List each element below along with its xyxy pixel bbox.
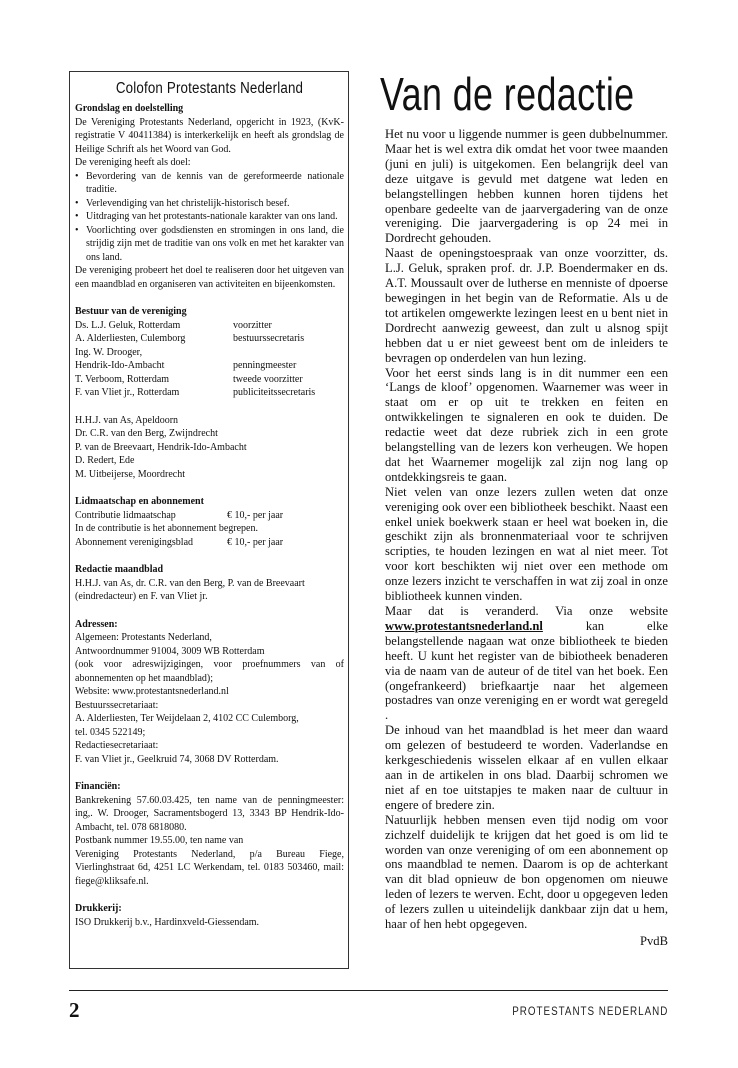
grondslag-doel-intro: De vereniging heeft als doel:: [75, 157, 191, 168]
bullet-icon: •: [75, 197, 79, 209]
colofon-title: Colofon Protestants Nederland: [115, 80, 304, 97]
doel-list: [75, 170, 344, 265]
bestuur-heading: Bestuur van de vereniging: [75, 306, 187, 317]
bestuur-row: Ds. L.J. Geluk, Rotterdam voorzitter: [75, 319, 272, 331]
bullet-icon: •: [75, 211, 79, 222]
magazine-name: PROTESTANTS NEDERLAND: [511, 1004, 668, 1018]
article-title: Van de redactie: [380, 68, 635, 120]
article-body: [385, 127, 668, 949]
doel-item: • Voorlichting over godsdiensten en stromingen in ons land, die strijdig zijn met de traditie van ons volk en met het karakter van ons land.: [75, 224, 344, 263]
bestuur-others: [75, 414, 344, 482]
financien-heading: Financiën:: [75, 781, 121, 792]
article-paragraph: Voor het eerst sinds lang is in dit nummer een een ‘Langs de kloof’ opgenomen. Waarnemer was weer in staat om er op uit te trekken en feiten en ontwikkelingen te signaleren en ook te duiden. De redactie weet dat deze rubriek zich in een grote belangstelling van de lezers kon verheugen. We hopen dat het Waarnemer mogelijk zal zijn nog lang op ontdekkingsreis te gaan.: [385, 365, 668, 484]
article-signature: PvdB: [640, 933, 668, 948]
financien-line: Postbank nummer 19.55.00, ten name van: [75, 835, 244, 846]
bestuur-row: Hendrik-Ido-Ambacht penningmeester: [75, 360, 297, 371]
adres-line: Antwoordnummer 91004, 3009 WB Rotterdam: [75, 645, 265, 657]
bestuur-other: Dr. C.R. van den Berg, Zwijndrecht: [75, 428, 218, 439]
adres-line: (ook voor adreswijzigingen, voor proefnummers van of abonnementen op het maandblad);: [75, 659, 344, 684]
bestuur-other: D. Redert, Ede: [75, 455, 135, 466]
financien-line: Vereniging Protestants Nederland, p/a Bureau Fiege, Vierlinghstraat 6d, 4251 LC Werkendam, tel. 0183 503460, mail: fiege@kliksafe.nl.: [75, 848, 344, 887]
drukkerij-text: ISO Drukkerij b.v., Hardinxveld-Giessendam.: [75, 916, 260, 928]
article-paragraph: Naast de openingstoespraak van onze voorzitter, ds. L.J. Geluk, spraken prof. dr. J.P. Boendermaker en ds. A.T. Moussault over de lutherse en menniste of dpoerse bewegingen in het begin van de Reformatie. Als u de tot artikelen omgewerkte lezingen leest en u bent niet in Dordrecht aanwezig geweest, dan zult u alsnog spijt hebben dat u er niet geweest bent om de inleiders te bevragen op onderdelen van hun lezing.: [385, 246, 668, 365]
adres-line: Algemeen: Protestants Nederland,: [75, 632, 212, 643]
redactie-heading: Redactie maandblad: [75, 564, 164, 575]
page-number: 2: [69, 998, 80, 1022]
bestuur-row: A. Alderliesten, Culemborg bestuurssecretaris: [75, 333, 305, 344]
grondslag-intro: De Vereniging Protestants Nederland, opgericht in 1923, (KvK-registratie V 40411384) is interkerkelijk en heeft als grondslag de Heilige Schrift als het Woord van God.: [75, 116, 344, 155]
bestuur-row: T. Verboom, Rotterdam tweede voorzitter: [75, 373, 303, 385]
financien-line: Bankrekening 57.60.03.425, ten name van de penningmeester: ing,. W. Drooger, Sacramentsbogerd 13, 3343 BP Hendrik-Ido-Ambacht, tel. 078 6818080.: [75, 794, 344, 833]
grondslag-outro: De vereniging probeert het doel te realiseren door het uitgeven van een maandblad en organiseren van activiteiten en bijeenkomsten.: [75, 265, 344, 290]
adressen-heading: Adressen:: [75, 618, 118, 630]
bestuur-list: [75, 319, 344, 400]
footer-divider: [69, 990, 668, 991]
website-line: Website: www.protestantsnederland.nl: [75, 686, 229, 697]
doel-item: • Bevordering van de kennis van de gereformeerde nationale traditie.: [75, 170, 344, 195]
adres-line: F. van Vliet jr., Geelkruid 74, 3068 DV Rotterdam.: [75, 753, 279, 765]
adres-line: tel. 0345 522149;: [75, 726, 146, 738]
bestuur-row: Ing. W. Drooger,: [75, 346, 143, 358]
adres-line: Bestuurssecretariaat:: [75, 699, 159, 711]
bestuur-other: H.H.J. van As, Apeldoorn: [75, 414, 179, 426]
article-paragraph: Het nu voor u liggende nummer is geen dubbelnummer. Maar het is wel extra dik omdat het voor twee maanden (juni en juli) is uitgekomen. Een belangrijk deel van deze uitgave is gevuld met datgene wat leden en belangstellingen hebben kunnen horen tijdens het openbare gedeelte van de jaarvergadering van de onze vereniging. Die jaarvergadering is op 24 mei in Dordrecht gehouden.: [385, 127, 668, 246]
article-paragraph: De inhoud van het maandblad is het meer dan waard om gelezen of bestudeerd te worden. Vaderlandse en kerkgeschiedenis wisselen elkaar af en vullen elkaar aan in de artikelen in ons blad. Daarbij schromen we niet af en toe uitstapjes te maken naar de cultuur in engere of bredere zin.: [385, 723, 668, 812]
article-paragraph: Maar dat is veranderd. Via onze website www.protestantsnederland.nl kan elke belangstellende nagaan wat onze bibliotheek te bieden heeft. U kunt het register van de bibiotheek benaderen via de naam van de auteur of de titel van het boek. Een (ongefrankeerd) briefkaartje naar het algemeen postadres van onze vereniging en er wordt wat geregeld .: [385, 604, 668, 723]
drukkerij-heading: Drukkerij:: [75, 903, 122, 914]
lidmaatschap-block: [75, 509, 344, 550]
bullet-icon: •: [75, 170, 79, 182]
website-link[interactable]: www.protestantsnederland.nl: [385, 618, 543, 633]
financien-block: [75, 794, 344, 889]
doel-item: • Verlevendiging van het christelijk-historisch besef.: [75, 197, 290, 209]
bullet-icon: •: [75, 224, 79, 236]
grondslag-heading: Grondslag en doelstelling: [75, 103, 184, 114]
adres-line: Redactiesecretariaat:: [75, 740, 159, 751]
colofon-box: [69, 71, 349, 969]
fee-note: In de contributie is het abonnement begrepen.: [75, 523, 258, 534]
bestuur-other: P. van de Breevaart, Hendrik-Ido-Ambacht: [75, 441, 247, 453]
redactie-text: H.H.J. van As, dr. C.R. van den Berg, P. van de Breevaart (eindredacteur) en F. van Vliet jr.: [75, 577, 305, 602]
article-paragraph: Niet velen van onze lezers zullen weten dat onze vereniging ook over een bibliotheek beschikt. Naast een enkel uniek boekwerk staan er heel wat boeken in, die geschikt zijn als bronnenmateriaal voor te schrijven scripties, te houden lezingen en wat al niet meer. Tot voor kort beschikten wij niet over een methode om onze lezers inzicht te verschaffen in wat zij zoal in onze bibliotheek kunnen vinden.: [385, 484, 668, 604]
fee-row: Contributie lidmaatschap € 10,- per jaar: [75, 509, 284, 521]
lidmaatschap-heading: Lidmaatschap en abonnement: [75, 496, 204, 507]
article-paragraph: Natuurlijk hebben mensen even tijd nodig om voor zichzelf duidelijk te krijgen dat het goed is om lid te worden van onze vereniging of om een abonnement op ons maandblad te nemen. Daarom is op de achterkant van dit blad opnieuw de bon opgenomen om nieuwe leden of lezers te werven. Echt, door u opgegeven leden of lezers zullen u uiteindelijk dankbaar zijn dat u hem, haar of hen hebt opgegeven.: [385, 812, 668, 932]
bestuur-other: M. Uitbeijerse, Moordrecht: [75, 468, 185, 480]
adressen-block: [75, 631, 344, 766]
fee-row: Abonnement verenigingsblad € 10,- per jaar: [75, 536, 284, 548]
adres-line: A. Alderliesten, Ter Weijdelaan 2, 4102 CC Culemborg,: [75, 713, 299, 724]
bestuur-row: F. van Vliet jr., Rotterdam publiciteitssecretaris: [75, 387, 316, 398]
doel-item: • Uitdraging van het protestants-nationale karakter van ons land.: [75, 211, 338, 222]
